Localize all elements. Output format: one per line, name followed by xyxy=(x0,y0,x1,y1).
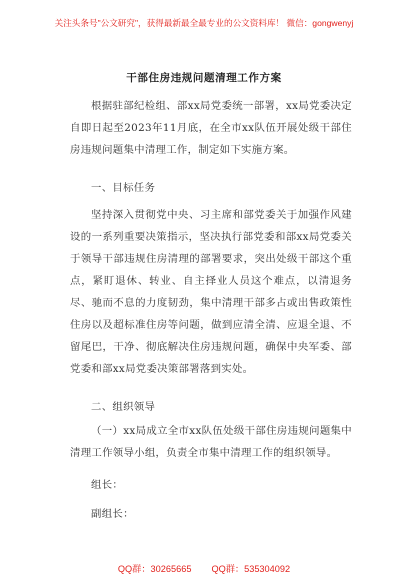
section1-heading: 一、目标任务 xyxy=(91,182,156,194)
section2-heading: 二、组织领导 xyxy=(91,401,156,413)
header-banner: 关注头条号"公文研究"，获得最新最全最专业的公文资料库！ 微信：gongwenyj xyxy=(54,18,354,28)
leader-label: 组长： xyxy=(91,479,124,491)
document-title: 干部住房违规问题清理工作方案 xyxy=(126,72,282,84)
footer-qq-group-2: QQ群：535304092 xyxy=(211,564,291,574)
section2-paragraph: （一）xx局成立全市xx队伍处级干部住房违规问题集中清理工作领导小组，负责全市集中清理工作的组织领导。 xyxy=(70,425,352,459)
footer-contact xyxy=(0,561,408,575)
deputy-leader-label: 副组长： xyxy=(91,508,134,520)
footer-qq-group-1: QQ群：30265665 xyxy=(117,564,192,574)
section1-paragraph: 坚持深入贯彻党中央、习主席和部党委关于加强作风建设的一系列重要决策指示，坚决执行部党委和部xx局党委关于领导干部违规住房清理的部署要求，突出处级干部这个重点，紧盯退休、转业、自主择业人员这个难点，以清退务尽、驰而不息的力度韧劲，集中清理干部多占或出售政策性住房以及超标准住房等问题，做到应清全清、应退全退、不留尾巴，干净、彻底解决住房违规问题，确保中央军委、部党委和部xx局党委决策部署落到实处。 xyxy=(70,209,352,375)
intro-paragraph: 根据驻部纪检组、部xx局党委统一部署，xx局党委决定自即日起至2023年11月底，在全市xx队伍开展处级干部住房违规问题集中清理工作，制定如下实施方案。 xyxy=(70,100,352,156)
